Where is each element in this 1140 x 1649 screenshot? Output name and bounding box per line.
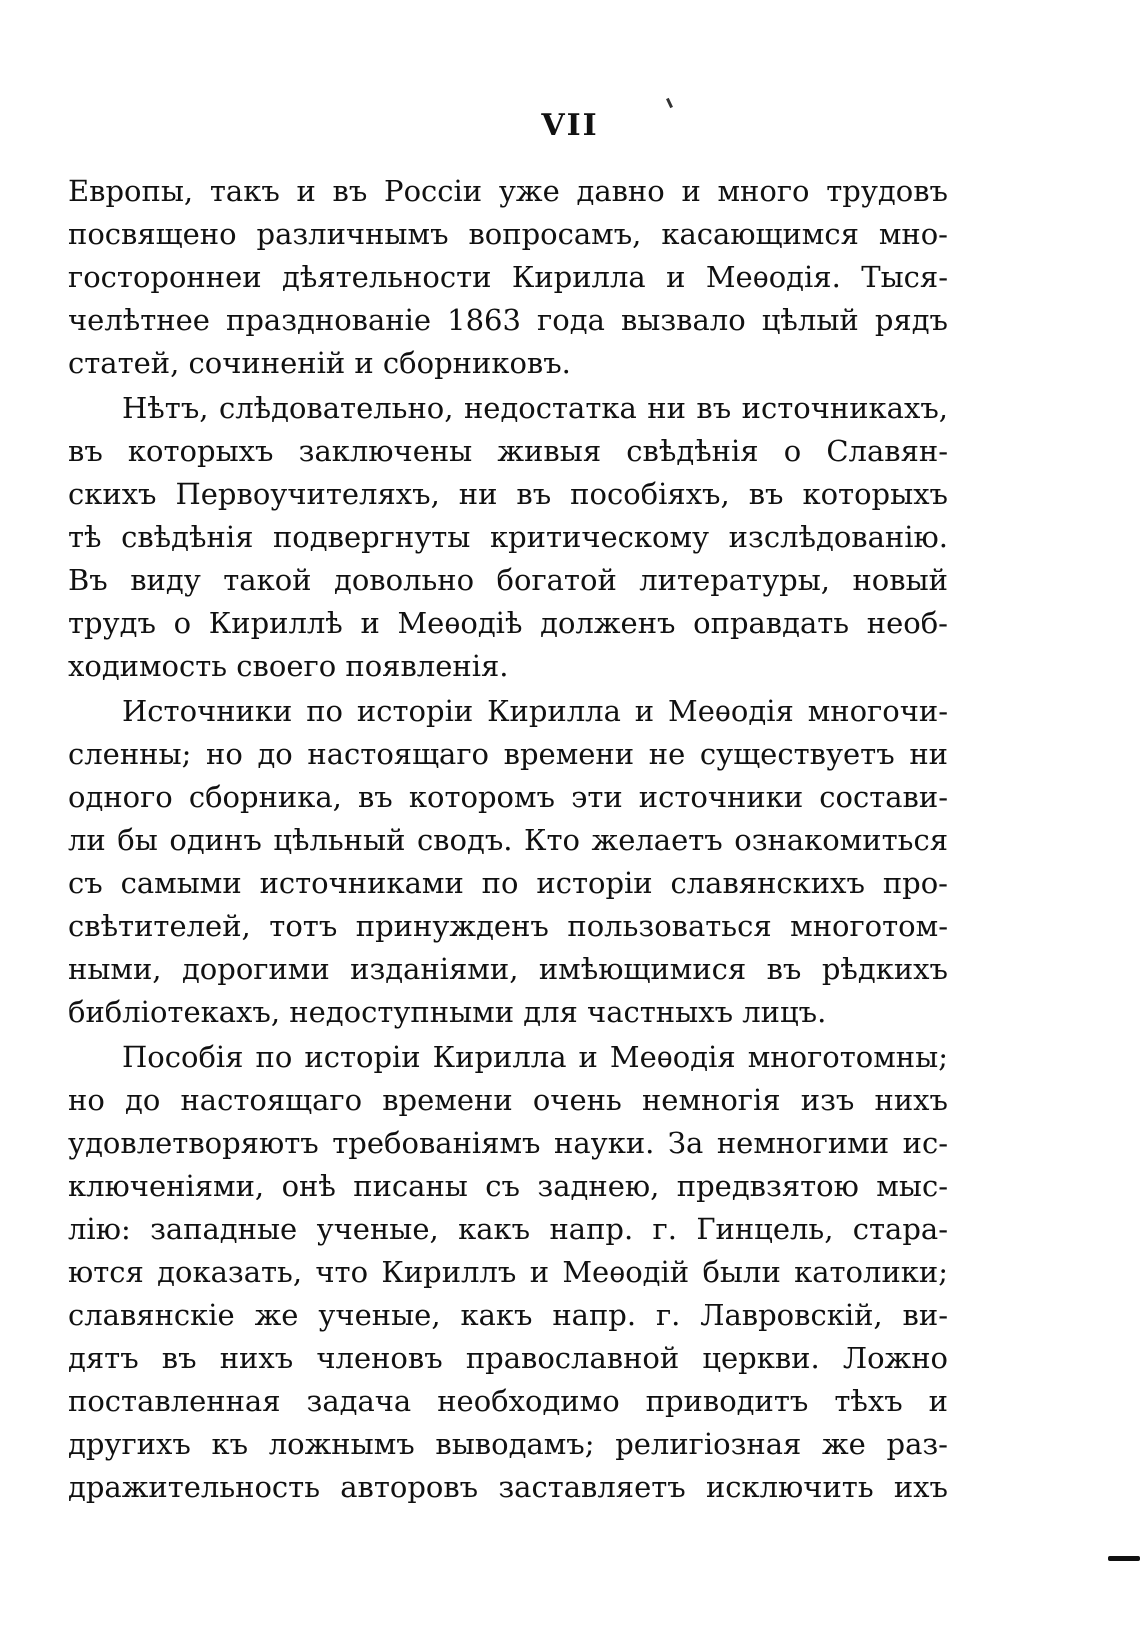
- text-line: тѣ свѣдѣнія подвергнуты критическому изслѣдованію.: [68, 520, 948, 554]
- text-line: сленны; но до настоящаго времени не существуетъ ни: [68, 737, 948, 771]
- paragraph-1: [68, 170, 948, 385]
- text-line: Нѣтъ, слѣдовательно, недостатка ни въ источникахъ,: [122, 391, 948, 425]
- text-line: ными, дорогими изданіями, имѣющимися въ рѣдкихъ: [68, 952, 948, 986]
- text-line: съ самыми источниками по исторіи славянскихъ про-: [68, 866, 948, 900]
- text-line: ключеніями, онѣ писаны съ заднею, предвзятою мыс-: [68, 1169, 948, 1203]
- text-line: ходимость своего появленія.: [68, 649, 509, 683]
- text-line: Европы, такъ и въ Россіи уже давно и много трудовъ: [68, 174, 948, 208]
- text-line: Источники по исторіи Кирилла и Меѳодія многочи-: [122, 694, 948, 728]
- text-line: въ которыхъ заключены живыя свѣдѣнія о Славян-: [68, 434, 948, 468]
- text-line: челѣтнее празднованіе 1863 года вызвало цѣлый рядъ: [68, 303, 948, 337]
- text-line: библіотекахъ, недоступными для частныхъ лицъ.: [68, 995, 827, 1029]
- text-line: трудъ о Кириллѣ и Меѳодіѣ долженъ оправдать необ-: [68, 606, 948, 640]
- text-line: статей, сочиненій и сборниковъ.: [68, 346, 571, 380]
- text-line: славянскіе же ученые, какъ напр. г. Лавровскій, ви-: [68, 1298, 948, 1332]
- text-line: одного сборника, въ которомъ эти источники состави-: [68, 780, 948, 814]
- text-line: но до настоящаго времени очень немногія изъ нихъ: [68, 1083, 948, 1117]
- text-line: удовлетворяютъ требованіямъ науки. За немногими ис-: [68, 1126, 948, 1160]
- body-text: [68, 170, 948, 1511]
- text-line: ли бы одинъ цѣльный сводъ. Кто желаетъ ознакомиться: [68, 823, 948, 857]
- text-line: дятъ въ нихъ членовъ православной церкви. Ложно: [68, 1341, 948, 1375]
- text-line: посвящено различнымъ вопросамъ, касающимся мно-: [68, 217, 948, 251]
- page-number: VII: [541, 108, 599, 143]
- paragraph-2: [68, 387, 948, 688]
- paragraph-3: [68, 690, 948, 1034]
- text-line: Пособія по исторіи Кирилла и Меѳодія многотомны;: [122, 1040, 948, 1074]
- text-line: Въ виду такой довольно богатой литературы, новый: [68, 563, 948, 597]
- text-line: гостороннеи дѣятельности Кирилла и Меѳодія. Тыся-: [68, 260, 948, 294]
- text-line: другихъ къ ложнымъ выводамъ; религіозная же раз-: [68, 1427, 948, 1461]
- text-line: дражительность авторовъ заставляетъ исключить ихъ: [68, 1470, 948, 1504]
- text-line: ются доказать, что Кириллъ и Меѳодій были католики;: [68, 1255, 948, 1289]
- paragraph-4: [68, 1036, 948, 1509]
- text-line: лію: западные ученые, какъ напр. г. Гинцель, стара-: [68, 1212, 948, 1246]
- stray-ink-mark: [666, 98, 673, 108]
- edge-scan-mark: [1108, 1556, 1140, 1561]
- text-line: свѣтителей, тотъ принужденъ пользоваться многотом-: [68, 909, 948, 943]
- text-line: скихъ Первоучителяхъ, ни въ пособіяхъ, въ которыхъ: [68, 477, 948, 511]
- text-line: поставленная задача необходимо приводитъ тѣхъ и: [68, 1384, 948, 1418]
